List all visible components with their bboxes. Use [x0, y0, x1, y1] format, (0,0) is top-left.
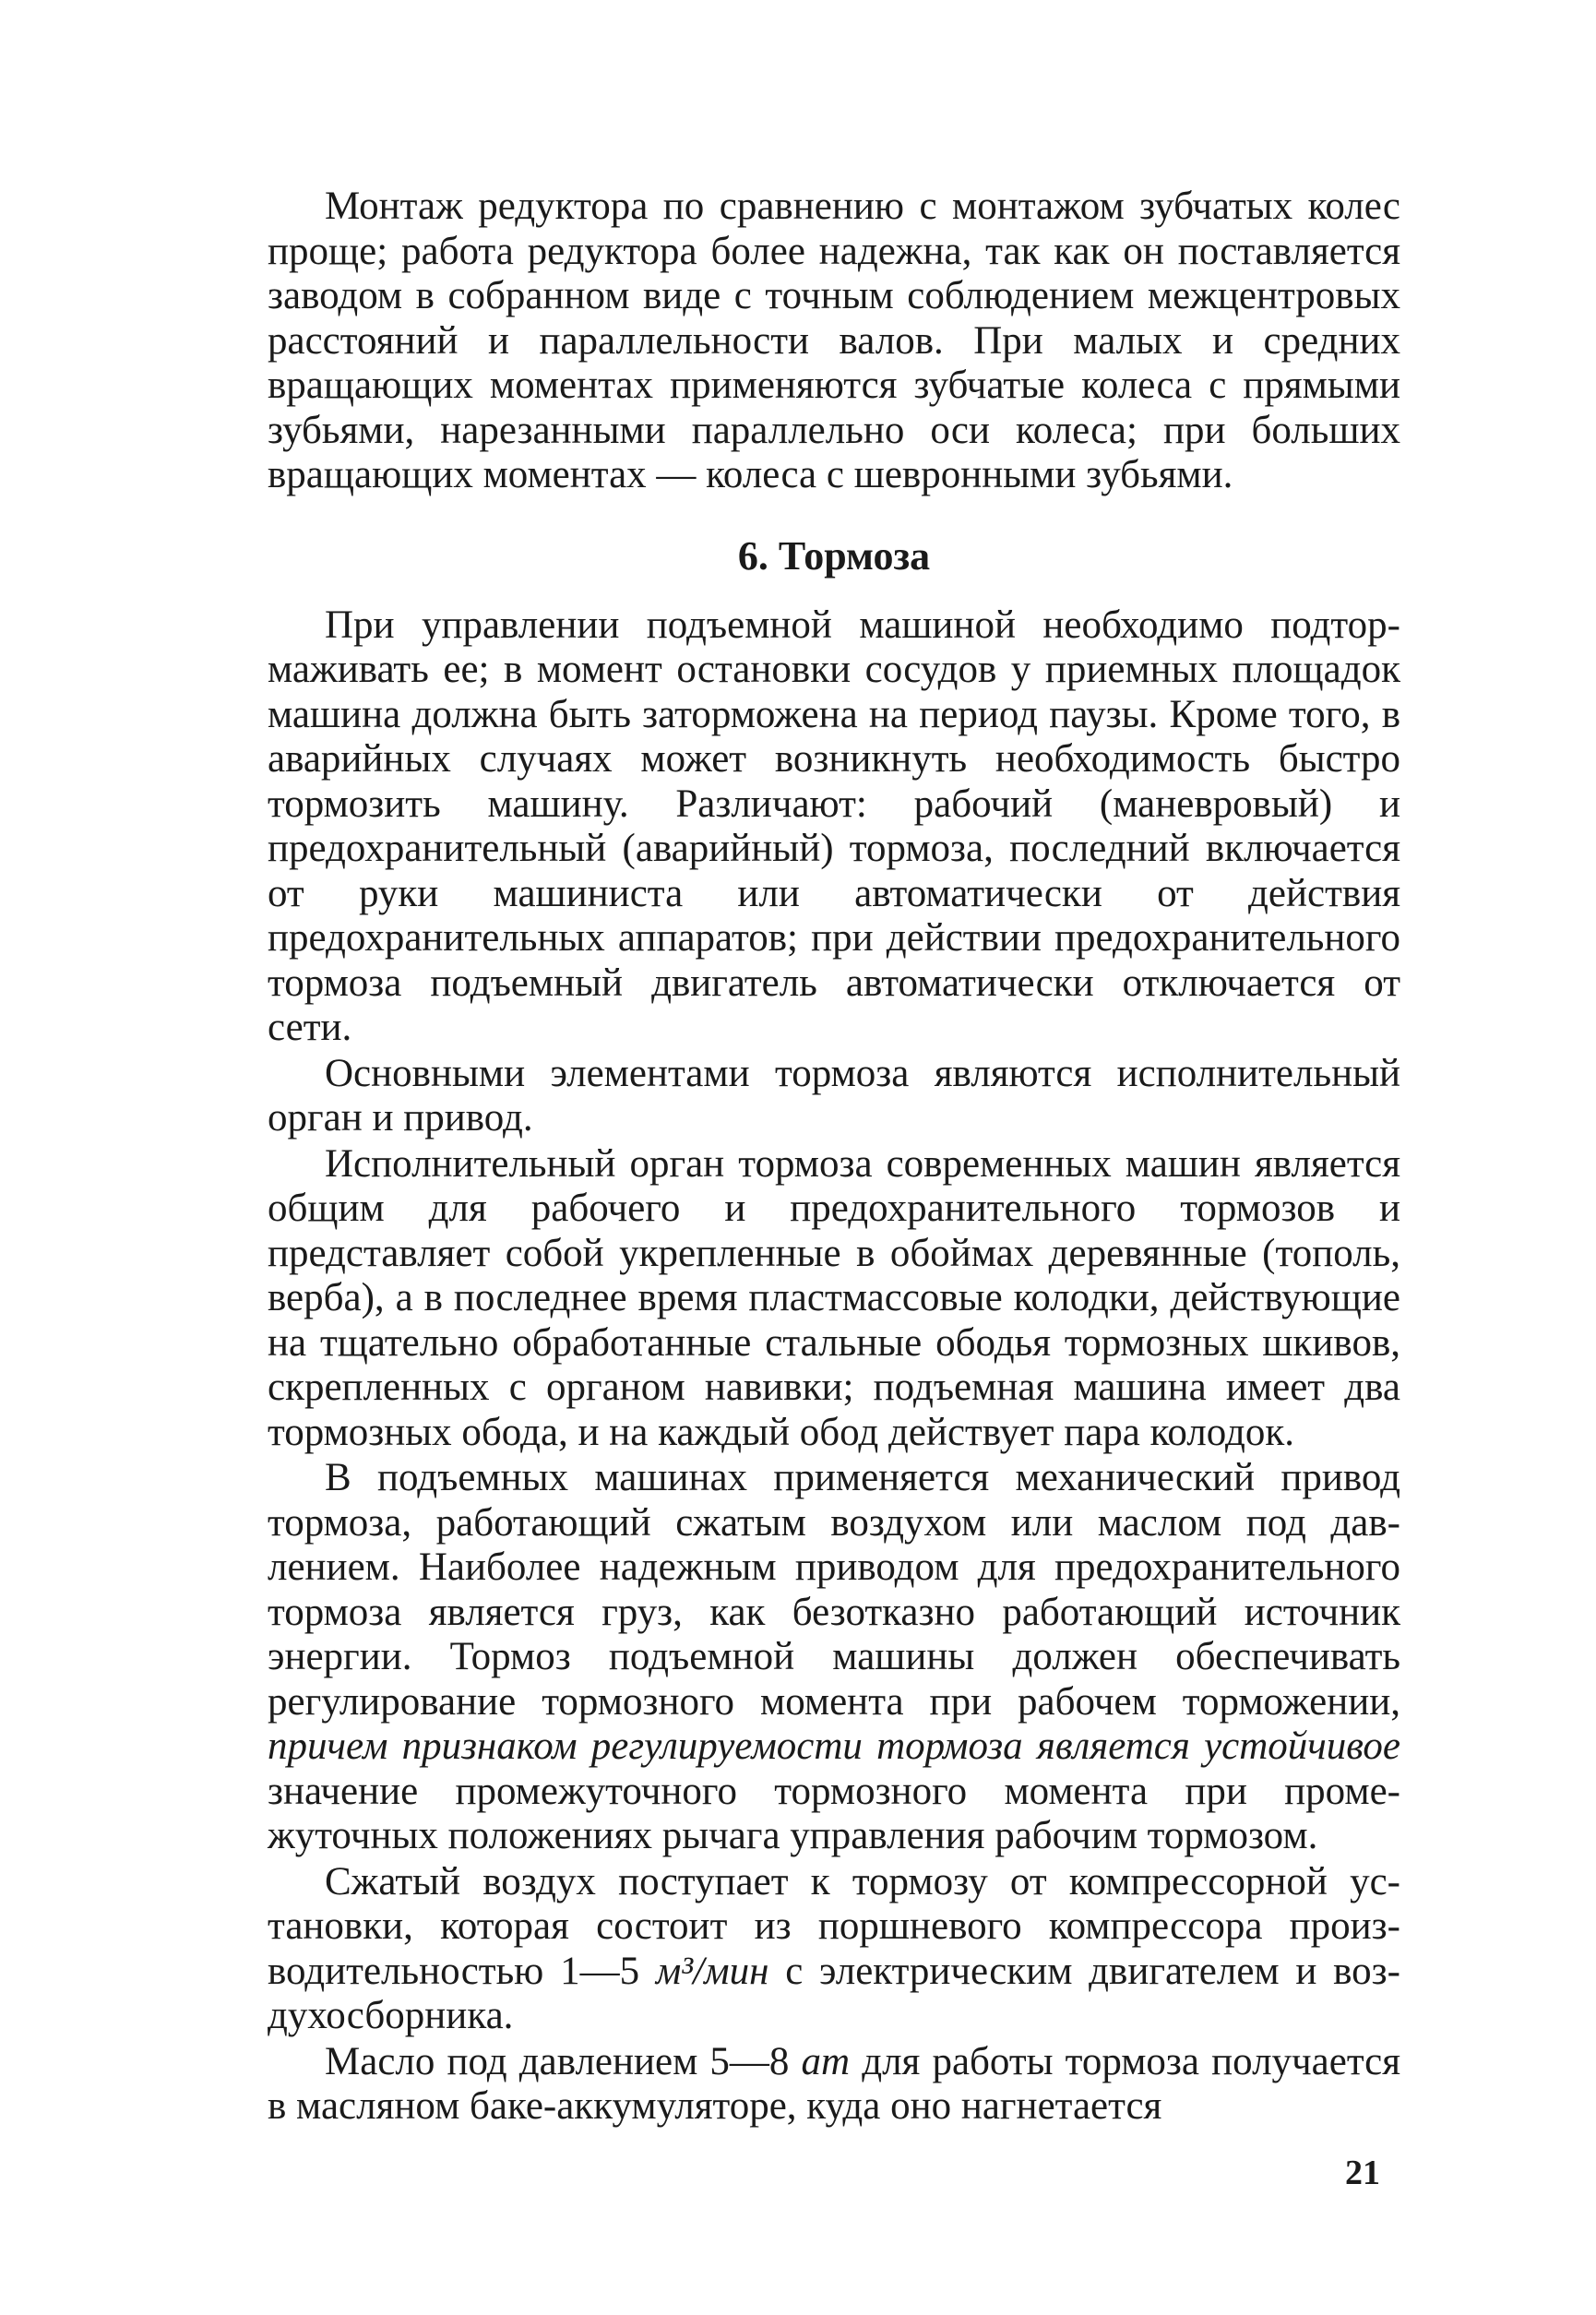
section-heading: 6. Тормоза	[737, 532, 931, 579]
paragraph-brake-actuator: Исполнительный орган тормоза современных машин является общим для рабочего и предохранительного тормозов и представляет собой укрепленные в обоймах деревянные (тополь, верба), а в последнее время пластмассовые колодки, действующие на тщательно обработанные стальные ободья тормозных шкивов, скрепленных с органом навивки; подъемная машина имеет два тормозных обода, и на каждый обод действует пара колодок.	[268, 1141, 1400, 1454]
paragraph-brake-drive-start: В подъемных машинах применяется механический привод тормоза, работающий сжатым воздухом или маслом под давлением. Наиболее надежным приводом для предохранительного тормоза является груз, как безотказно работающий источник энергии. Тормоз подъемной машины должен обеспечивать регулирование тормозного момента при рабочем торможении,	[268, 1456, 1400, 1724]
paragraph-compressed-air-end: с электрическим двигателем и воздухосборника.	[268, 1949, 1400, 2037]
paragraph-compressed-air	[268, 1860, 1400, 2039]
paragraph-compressed-air-unit: м³/мин	[655, 1949, 769, 1993]
paragraph-oil-pressure	[268, 2040, 1400, 2130]
paragraph-brake-control: При управлении подъемной машиной необходимо подтормаживать ее; в момент остановки сосудов у приемных площадок машина должна быть заторможена на период паузы. Кроме того, в аварийных случаях может возникнуть необходимость быстро тормозить машину. Различают: рабочий (маневровый) и предохранительный (аварийный) тормоза, последний включается от руки машиниста или автоматически от действия предохранительных аппаратов; при действии предохранительного тормоза подъемный двигатель автоматически отключается от сети.	[268, 603, 1400, 1049]
paragraph-oil-pressure-start: Масло под давлением 5—8	[325, 2039, 802, 2083]
page-body	[268, 185, 1400, 2130]
page-number: 21	[1345, 2154, 1380, 2192]
paragraph-compressed-air-start: Сжатый воздух поступает к тормозу от компрессорной установки, которая состоит из поршневого компрессора производительностью 1—5	[268, 1859, 1400, 1993]
paragraph-reducer-mounting: Монтаж редуктора по сравнению с монтажом зубчатых колес проще; работа редуктора более надежна, так как он поставляется заводом в собранном виде с точным соблюдением межцентровых расстояний и параллельности валов. При малых и средних вращающих моментах применяются зубчатые колеса с прямыми зубьями, нарезанными параллельно оси колеса; при больших вращающих моментах — колеса с шевронными зубьями.	[268, 185, 1400, 496]
paragraph-brake-drive-end: значение промежуточного тормозного момента при промежуточных положениях рычага управления рабочим тормозом.	[268, 1769, 1400, 1857]
paragraph-brake-drive	[268, 1456, 1400, 1859]
paragraph-oil-pressure-unit: ат	[801, 2039, 851, 2083]
paragraph-brake-elements: Основными элементами тормоза являются исполнительный орган и привод.	[268, 1051, 1400, 1140]
paragraph-brake-drive-italic: причем признаком регулируемости тормоза является устойчивое	[268, 1724, 1400, 1768]
paragraph-oil-pressure-end: для работы тормоза получается в масляном баке-аккумуляторе, куда оно нагнетается	[268, 2039, 1400, 2128]
